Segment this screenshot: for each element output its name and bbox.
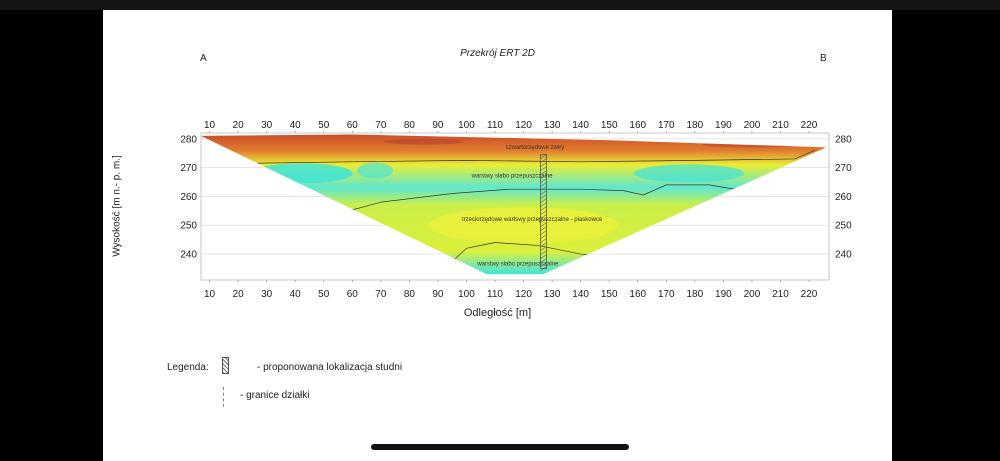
x-tick-label: 170 bbox=[657, 120, 675, 131]
x-tick-label: 130 bbox=[543, 120, 561, 131]
y-tick-label: 280 bbox=[180, 134, 197, 146]
x-tick-label: 70 bbox=[375, 289, 387, 300]
x-tick-label: 100 bbox=[458, 120, 475, 131]
y-tick-label: 250 bbox=[835, 220, 852, 232]
x-tick-label: 150 bbox=[600, 289, 618, 300]
x-tick-label: 110 bbox=[487, 120, 503, 131]
low-resistivity-zone bbox=[249, 163, 353, 183]
x-axis-bottom-ticks bbox=[204, 280, 818, 300]
x-tick-label: 80 bbox=[403, 120, 415, 131]
low-resistivity-zone bbox=[357, 162, 393, 178]
y-tick-label: 270 bbox=[835, 163, 852, 175]
y-axis-left-ticks bbox=[180, 134, 197, 260]
x-tick-label: 20 bbox=[232, 289, 244, 300]
x-tick-label: 80 bbox=[403, 289, 415, 300]
sandstone-zone bbox=[429, 207, 619, 243]
y-tick-label: 270 bbox=[180, 163, 197, 175]
x-tick-label: 180 bbox=[686, 289, 704, 300]
x-tick-label: 120 bbox=[515, 289, 532, 300]
x-tick-label: 30 bbox=[261, 120, 273, 131]
x-axis-top-ticks bbox=[204, 120, 818, 133]
x-tick-label: 170 bbox=[657, 289, 675, 300]
x-tick-label: 60 bbox=[346, 289, 358, 300]
page-title: Przekrój ERT 2D bbox=[460, 48, 535, 59]
x-tick-label: 110 bbox=[487, 289, 503, 300]
x-tick-label: 190 bbox=[715, 289, 732, 300]
x-tick-label: 40 bbox=[289, 289, 301, 300]
x-tick-label: 100 bbox=[458, 289, 475, 300]
x-tick-label: 50 bbox=[318, 289, 330, 300]
profile-end-label: B bbox=[820, 53, 827, 64]
high-resistivity-zone bbox=[702, 142, 802, 148]
layer-label-tertiary-sandstones: trzeciorzędowe wartswy przepuszczalne - piaskowce bbox=[461, 216, 603, 223]
y-axis-label: Wysokość [m n.- p. m.] bbox=[111, 155, 123, 257]
x-tick-label: 90 bbox=[432, 289, 444, 300]
layer-label-quaternary-gravels: czwartorzędowe żwiry bbox=[505, 144, 565, 151]
y-tick-label: 280 bbox=[835, 134, 852, 146]
home-indicator[interactable] bbox=[371, 444, 629, 450]
x-tick-label: 160 bbox=[629, 289, 647, 300]
dashed-boundary-icon bbox=[223, 387, 224, 407]
x-axis-label: Odległość [m] bbox=[463, 307, 532, 319]
x-tick-label: 210 bbox=[772, 120, 789, 131]
x-tick-label: 90 bbox=[432, 120, 444, 131]
high-resistivity-zone bbox=[384, 139, 464, 145]
x-tick-label: 130 bbox=[543, 289, 561, 300]
profile-start-label: A bbox=[200, 53, 207, 64]
x-tick-label: 50 bbox=[318, 120, 330, 131]
y-tick-label: 250 bbox=[180, 220, 197, 232]
x-tick-label: 140 bbox=[572, 289, 589, 300]
x-tick-label: 200 bbox=[743, 120, 761, 131]
x-tick-label: 160 bbox=[629, 120, 647, 131]
y-tick-label: 240 bbox=[835, 249, 852, 261]
document-page bbox=[103, 10, 892, 461]
layer-label-semi-permeable-top: warstwy słabo przepuszczalne bbox=[471, 173, 553, 180]
x-tick-label: 10 bbox=[204, 120, 216, 131]
x-tick-label: 120 bbox=[515, 120, 532, 131]
resistivity-section bbox=[201, 133, 829, 277]
y-axis-right-ticks bbox=[835, 134, 852, 260]
x-tick-label: 70 bbox=[375, 120, 387, 131]
legend-boundary-label: - granice działki bbox=[240, 390, 310, 401]
x-tick-label: 150 bbox=[600, 120, 618, 131]
legend-title: Legenda: bbox=[167, 362, 209, 373]
x-tick-label: 10 bbox=[204, 289, 216, 300]
top-bar bbox=[0, 0, 1000, 10]
layer-label-semi-permeable-bottom: warstwy słabo przepuszczalne bbox=[477, 261, 559, 268]
x-tick-label: 210 bbox=[772, 289, 789, 300]
hatched-well-icon bbox=[222, 357, 229, 374]
x-tick-label: 200 bbox=[743, 289, 761, 300]
x-tick-label: 220 bbox=[800, 289, 818, 300]
low-resistivity-zone bbox=[634, 164, 744, 182]
x-tick-label: 190 bbox=[715, 120, 732, 131]
y-tick-label: 240 bbox=[180, 249, 197, 261]
y-tick-label: 260 bbox=[835, 191, 852, 203]
x-tick-label: 180 bbox=[686, 120, 704, 131]
x-tick-label: 40 bbox=[289, 120, 301, 131]
legend-well-label: - proponowana lokalizacja studni bbox=[257, 362, 403, 373]
y-tick-label: 260 bbox=[180, 191, 197, 203]
x-tick-label: 60 bbox=[346, 120, 358, 131]
x-tick-label: 20 bbox=[232, 120, 244, 131]
x-tick-label: 220 bbox=[800, 120, 818, 131]
ert-section-figure bbox=[103, 10, 892, 461]
x-tick-label: 140 bbox=[572, 120, 589, 131]
x-tick-label: 30 bbox=[261, 289, 273, 300]
